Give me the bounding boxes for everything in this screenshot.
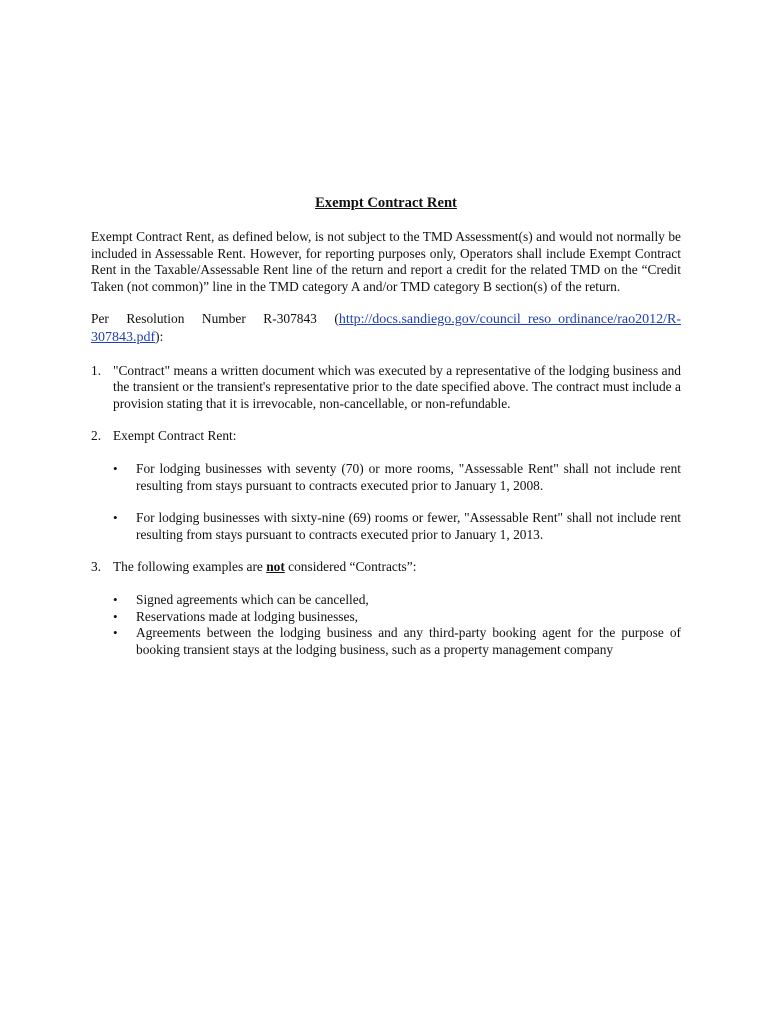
- bullet-text: Signed agreements which can be cancelled,: [136, 591, 369, 607]
- bullet-item: [113, 625, 681, 658]
- exempt-bullet-list: [113, 461, 681, 543]
- list-item-3: [91, 559, 681, 658]
- bullet-icon: •: [113, 608, 118, 624]
- list-item-2-text: Exempt Contract Rent:: [113, 428, 237, 444]
- bullet-text: For lodging businesses with seventy (70) or more rooms, "Assessable Rent" shall not include rent resulting from stays pursuant to contracts executed prior to January 1, 2008.: [136, 460, 681, 493]
- bullet-item: [113, 609, 681, 626]
- list-item-3-prefix: The following examples are: [113, 559, 267, 575]
- list-item-1: [91, 363, 681, 413]
- list-item-3-suffix: considered “Contracts”:: [284, 559, 417, 575]
- document-title: Exempt Contract Rent: [315, 195, 457, 211]
- bullet-item: [113, 461, 681, 494]
- bullet-item: [113, 510, 681, 543]
- bullet-icon: •: [113, 510, 118, 526]
- list-number-3: 3.: [91, 559, 102, 575]
- bullet-icon: •: [113, 460, 118, 476]
- bullet-icon: •: [113, 625, 118, 641]
- examples-bullet-list: [113, 592, 681, 658]
- bullet-item: [113, 592, 681, 609]
- bullet-text: For lodging businesses with sixty-nine (69) rooms or fewer, "Assessable Rent" shall not include rent resulting from stays pursuant to contracts executed prior to January 1, 2013.: [136, 510, 681, 542]
- list-number-1: 1.: [91, 362, 102, 378]
- list-number-2: 2.: [91, 428, 102, 444]
- bullet-text: Agreements between the lodging business and any third-party booking agent for the purpose of booking transient stays at the lodging business, such as a property management company: [136, 625, 681, 657]
- list-item-1-text: "Contract" means a written document which was executed by a representative of the lodging business and the transient or the transient's representative prior to the date specified above. The contract must include a provision stating that it is irrevocable, non-cancellable, or non-refundable.: [113, 362, 681, 411]
- bullet-icon: •: [113, 591, 118, 607]
- intro-paragraph: Exempt Contract Rent, as defined below, is not subject to the TMD Assessment(s) and would not normally be included in Assessable Rent. However, for reporting purposes only, Operators shall include Exempt Contract Rent in the Taxable/Assessable Rent line of the return and report a credit for the related TMD on the “Credit Taken (not common)” line in the TMD category A and/or TMD category B section(s) of the return.: [91, 229, 681, 294]
- document-content: [91, 194, 681, 674]
- resolution-link[interactable]: http://docs.sandiego.gov/council_reso_ordinance/rao2012/R-307843.pdf: [91, 312, 681, 345]
- resolution-paragraph: [91, 311, 681, 346]
- bullet-text: Reservations made at lodging businesses,: [136, 608, 359, 624]
- list-item-3-text: [113, 559, 681, 576]
- resolution-suffix: ):: [155, 328, 164, 344]
- resolution-prefix: Per Resolution Number R-307843 (: [91, 311, 339, 327]
- emphasis-not: not: [266, 559, 285, 575]
- list-item-2: [91, 428, 681, 543]
